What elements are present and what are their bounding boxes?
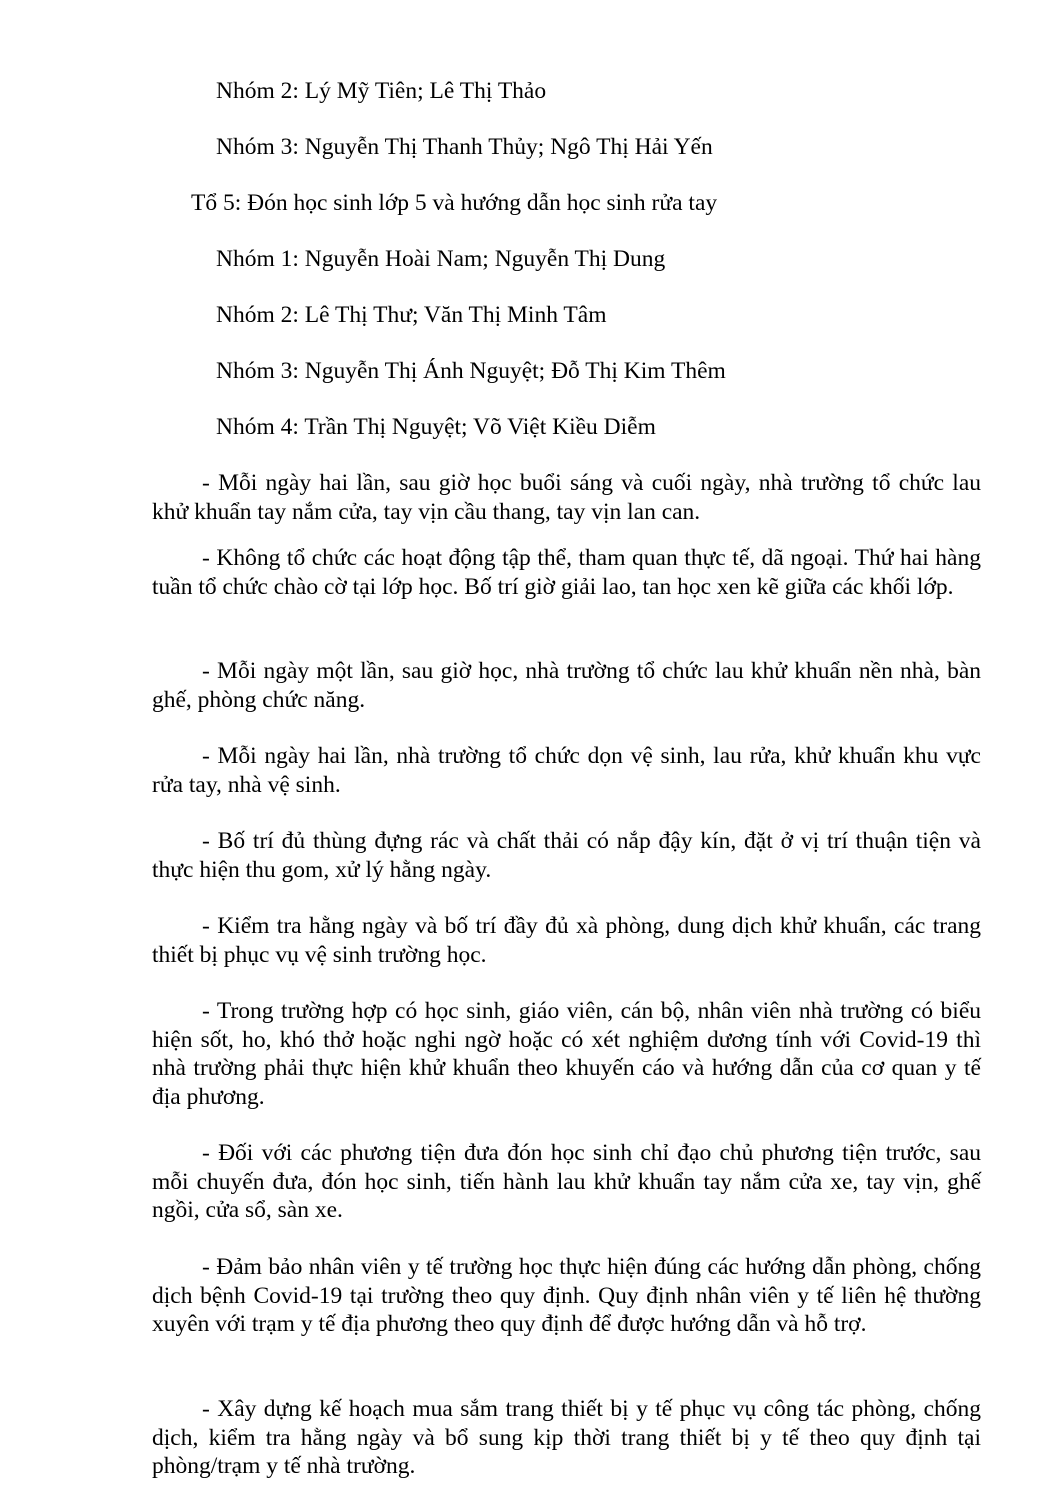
paragraph: - Kiểm tra hằng ngày và bố trí đầy đủ xà phòng, dung dịch khử khuẩn, các trang thiết bị phục vụ vệ sinh trường học. [152, 913, 981, 968]
group-line: Nhóm 2: Lý Mỹ Tiên; Lê Thị Thảo [216, 78, 547, 104]
team-heading: Tổ 5: Đón học sinh lớp 5 và hướng dẫn học sinh rửa tay [191, 190, 718, 216]
paragraph: - Mỗi ngày hai lần, nhà trường tổ chức dọn vệ sinh, lau rửa, khử khuẩn khu vực rửa tay, nhà vệ sinh. [152, 743, 981, 798]
paragraph: - Trong trường hợp có học sinh, giáo viên, cán bộ, nhân viên nhà trường có biểu hiện sốt, ho, khó thở hoặc nghi ngờ hoặc có xét nghiệm dương tính với Covid-19 thì nhà trường phải thực hiện khử khuẩn theo khuyến cáo và hướng dẫn của cơ quan y tế địa phương. [152, 998, 981, 1110]
group-line: Nhóm 3: Nguyễn Thị Ánh Nguyệt; Đỗ Thị Kim Thêm [216, 358, 726, 384]
paragraph: - Đảm bảo nhân viên y tế trường học thực hiện đúng các hướng dẫn phòng, chống dịch bệnh Covid-19 tại trường theo quy định. Quy định nhân viên y tế liên hệ thường xuyên với trạm y tế địa phương theo quy định để được hướng dẫn và hỗ trợ. [152, 1254, 981, 1337]
paragraph: - Bố trí đủ thùng đựng rác và chất thải có nắp đậy kín, đặt ở vị trí thuận tiện và thực hiện thu gom, xử lý hằng ngày. [152, 828, 981, 883]
group-line: Nhóm 3: Nguyễn Thị Thanh Thủy; Ngô Thị Hải Yến [216, 134, 713, 160]
group-line: Nhóm 1: Nguyễn Hoài Nam; Nguyễn Thị Dung [216, 246, 666, 272]
paragraph: - Mỗi ngày hai lần, sau giờ học buổi sáng và cuối ngày, nhà trường tổ chức lau khử khuẩn tay nắm cửa, tay vịn cầu thang, tay vịn lan can. [152, 470, 981, 525]
group-line: Nhóm 2: Lê Thị Thư; Văn Thị Minh Tâm [216, 302, 607, 328]
paragraph: - Không tổ chức các hoạt động tập thể, tham quan thực tế, dã ngoại. Thứ hai hàng tuần tổ chức chào cờ tại lớp học. Bố trí giờ giải lao, tan học xen kẽ giữa các khối lớp. [152, 545, 981, 600]
paragraph: - Mỗi ngày một lần, sau giờ học, nhà trường tổ chức lau khử khuẩn nền nhà, bàn ghế, phòng chức năng. [152, 658, 981, 713]
paragraph: - Đối với các phương tiện đưa đón học sinh chỉ đạo chủ phương tiện trước, sau mỗi chuyến đưa, đón học sinh, tiến hành lau khử khuẩn tay nắm cửa xe, tay vịn, ghế ngồi, cửa sổ, sàn xe. [152, 1140, 981, 1223]
group-line: Nhóm 4: Trần Thị Nguyệt; Võ Việt Kiều Diễm [216, 414, 656, 440]
paragraph: - Xây dựng kế hoạch mua sắm trang thiết bị y tế phục vụ công tác phòng, chống dịch, kiểm tra hằng ngày và bổ sung kịp thời trang thiết bị y tế theo quy định tại phòng/trạm y tế nhà trường. [152, 1396, 981, 1479]
